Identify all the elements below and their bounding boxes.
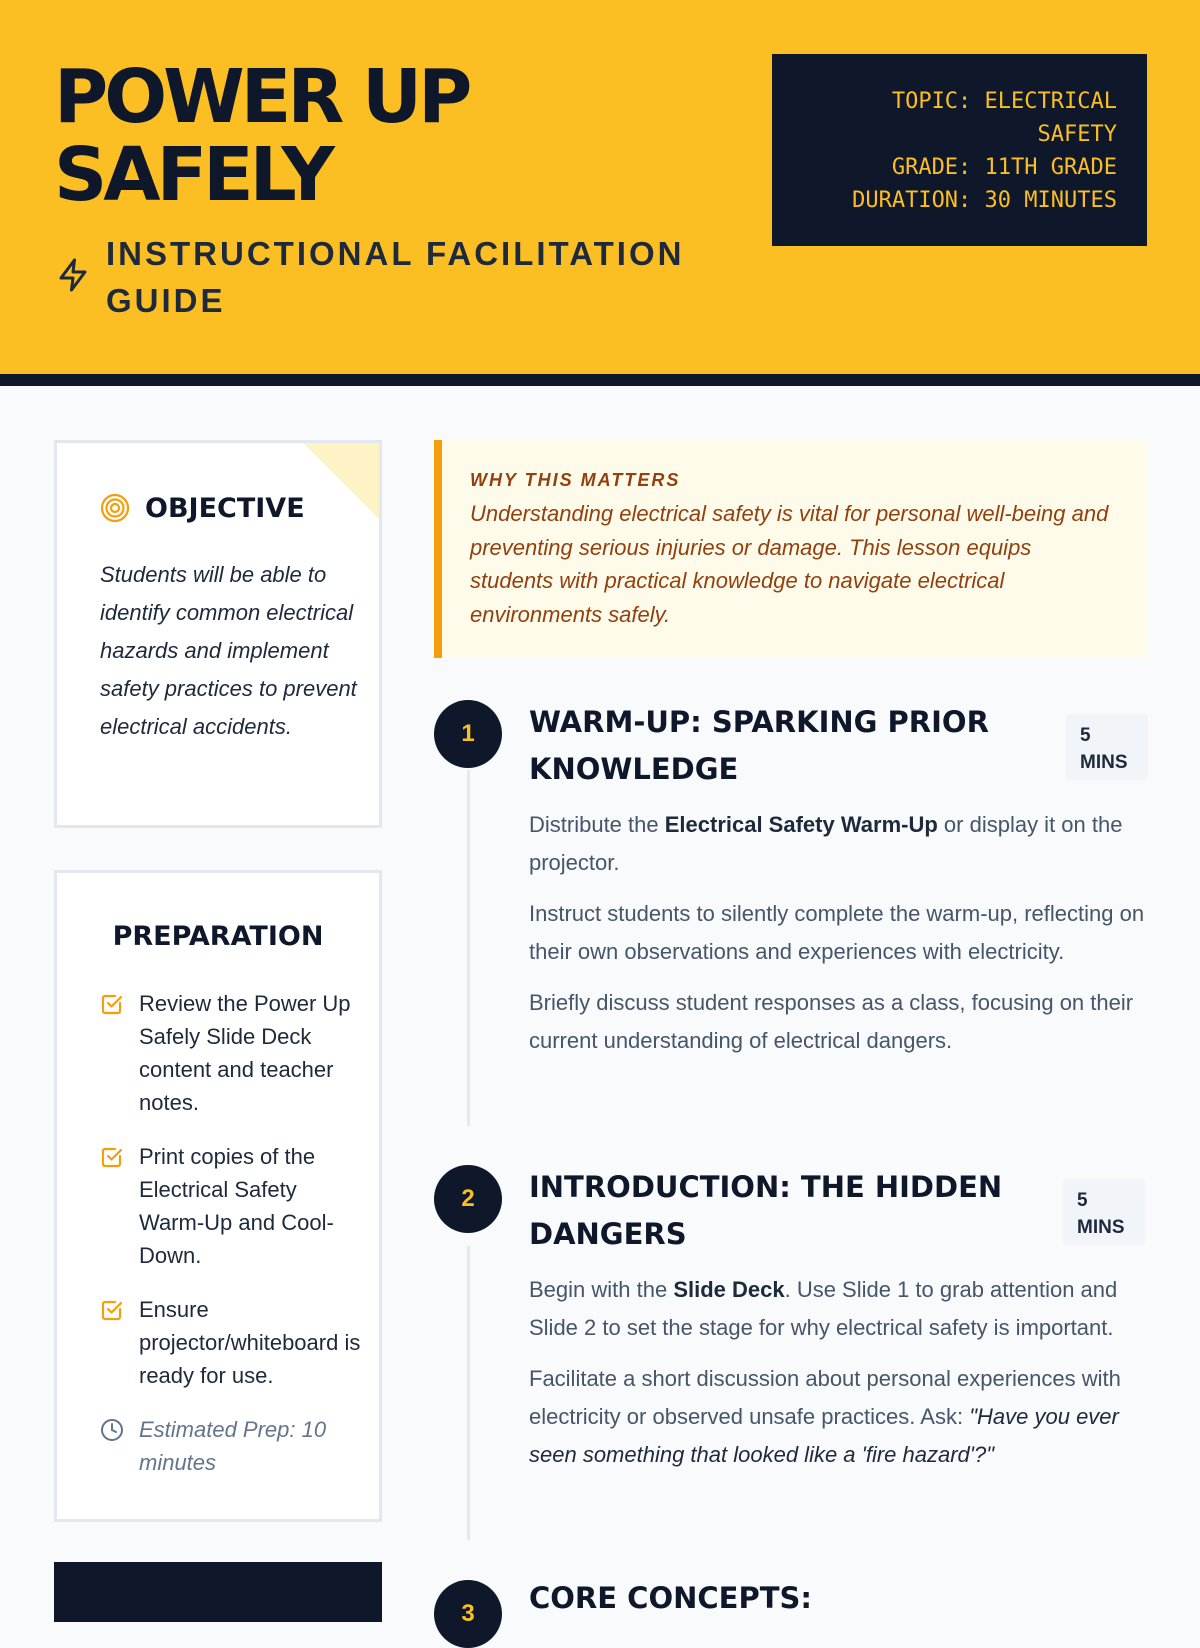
step-title: CORE CONCEPTS:: [529, 1581, 812, 1615]
page-title-line-2: SAFELY: [54, 132, 331, 218]
prep-estimate: [100, 1413, 365, 1479]
clock-icon: [100, 1418, 124, 1442]
page-title: [54, 54, 714, 218]
prep-item: [100, 1293, 365, 1392]
material-name: Slide Deck: [673, 1277, 785, 1302]
objective-text: Students will be able to identify common electrical hazards and implement safety practices to prevent electrical accidents.: [100, 562, 357, 739]
text-run: . Use Slide 1 to grab attention and Slide 2 to set the stage for why electrical safety is important.: [529, 1277, 1118, 1340]
step-duration-badge: [1063, 1179, 1145, 1245]
lesson-meta-box: [772, 54, 1147, 246]
page-subtitle: INSTRUCTIONAL FACILITATION GUIDE: [106, 235, 685, 319]
prep-estimate-text: Estimated Prep: 10 minutes: [139, 1417, 327, 1475]
step-paragraph: [529, 1271, 1149, 1347]
objective-title: OBJECTIVE: [145, 493, 305, 524]
page-title-line-1: POWER UP: [54, 54, 469, 140]
text-run: Facilitate a short discussion about personal experiences with electricity or observed unsafe practices. Ask:: [529, 1366, 1121, 1429]
checkbox-checked-icon: [100, 1145, 124, 1169]
lightning-bolt-icon: [55, 255, 91, 295]
meta-topic-line-1: TOPIC: ELECTRICAL: [891, 89, 1117, 114]
target-icon: [100, 493, 130, 523]
step-number-badge: 2: [434, 1165, 502, 1233]
step-number-badge: 1: [434, 700, 502, 768]
duration-value: 5: [1080, 725, 1091, 746]
step-body: [529, 1271, 1149, 1487]
prep-item-text: Ensure projector/whiteboard is ready for use.: [139, 1297, 361, 1388]
step-number-badge: 3: [434, 1580, 502, 1648]
discussion-question: "Have you ever seen something that looked like a 'fire hazard'?": [529, 1404, 1119, 1467]
card-corner-accent: [303, 443, 379, 519]
timeline-connector: [467, 1246, 470, 1540]
next-card: [54, 1562, 382, 1622]
objective-card: [54, 440, 382, 828]
step-paragraph: Instruct students to silently complete the warm-up, reflecting on their own observations and experiences with electricity.: [529, 901, 1145, 964]
duration-value: 5: [1077, 1190, 1088, 1211]
step-paragraph: [529, 806, 1149, 882]
prep-item-text: Review the Power Up Safely Slide Deck content and teacher notes.: [139, 991, 351, 1115]
material-name: Electrical Safety Warm-Up: [664, 812, 938, 837]
prep-item: [100, 987, 365, 1119]
meta-grade: GRADE: 11TH GRADE: [891, 155, 1117, 180]
step-duration-badge: [1066, 714, 1148, 780]
prep-item: [100, 1140, 365, 1272]
callout-label: WHY THIS MATTERS: [470, 470, 681, 490]
preparation-title: PREPARATION: [112, 921, 324, 952]
meta-duration: DURATION: 30 MINUTES: [852, 188, 1117, 213]
preparation-card: [54, 870, 382, 1522]
timeline-connector: [467, 770, 470, 1126]
step-title: INTRODUCTION: THE HIDDEN DANGERS: [529, 1170, 1003, 1251]
checkbox-checked-icon: [100, 1298, 124, 1322]
step-title: WARM-UP: SPARKING PRIOR KNOWLEDGE: [529, 705, 989, 786]
duration-unit: MINS: [1080, 752, 1128, 773]
text-run: Distribute the: [529, 812, 665, 837]
callout-text: Understanding electrical safety is vital for personal well-being and preventing serious injuries or damage. This lesson equips students with practical knowledge to navigate electrical environments safely.: [470, 501, 1109, 627]
text-run: or display it on the projector.: [529, 812, 1123, 875]
prep-item-text: Print copies of the Electrical Safety Warm-Up and Cool-Down.: [139, 1144, 334, 1268]
text-run: Begin with the: [529, 1277, 674, 1302]
checkbox-checked-icon: [100, 992, 124, 1016]
duration-unit: MINS: [1077, 1217, 1125, 1238]
meta-topic-line-2: SAFETY: [1037, 122, 1117, 147]
step-paragraph: [529, 1360, 1149, 1474]
hero-divider: [0, 374, 1200, 386]
step-paragraph: Briefly discuss student responses as a class, focusing on their current understanding of electrical dangers.: [529, 990, 1134, 1053]
step-body: [529, 806, 1149, 1073]
why-this-matters-callout: [434, 440, 1147, 658]
